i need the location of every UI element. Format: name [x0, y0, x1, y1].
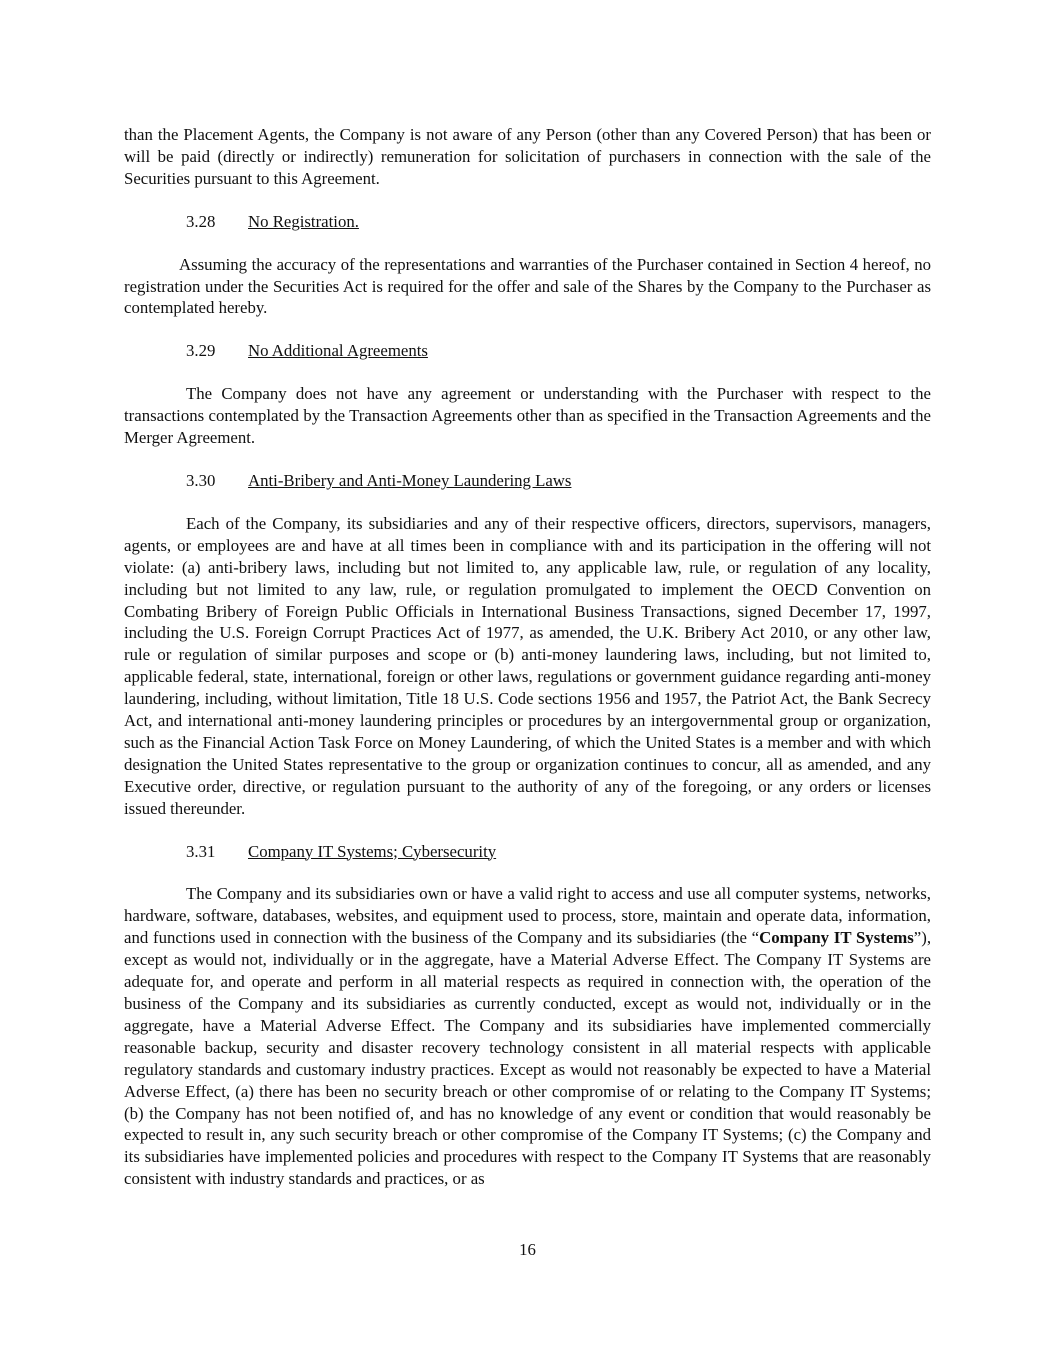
section-heading-3-28	[124, 211, 931, 233]
intro-paragraph: than the Placement Agents, the Company is not aware of any Person (other than any Covered Person) that has been or will be paid (directly or indirectly) remuneration for solicitation of purchasers in connection with the sale of the Securities pursuant to this Agreement.	[124, 125, 931, 188]
body-text-after-term: ”), except as would not, individually or in the aggregate, have a Material Adverse Effect. The Company IT Systems are adequate for, and operate and perform in all material respects as required in connection with, the operation of the business of the Company and its subsidiaries as currently conducted, except as would not, individually or in the aggregate, have a Material Adverse Effect. The Company and its subsidiaries have implemented commercially reasonable backup, security and disaster recovery technology consistent in all material respects with applicable regulatory standards and customary industry practices. Except as would not reasonably be expected to have a Material Adverse Effect, (a) there has been no security breach or other compromise of or relating to the Company IT Systems; (b) the Company has not been notified of, and has no knowledge of any event or condition that would reasonably be expected to result in, any such security breach or other compromise of the Company IT Systems; (c) the Company and its subsidiaries have implemented policies and procedures with respect to the Company IT Systems that are reasonably consistent with industry standards and practices, or as	[124, 928, 932, 1189]
section-heading-3-31	[124, 841, 931, 863]
defined-term: Company IT Systems	[759, 928, 914, 948]
section-number: 3.31	[186, 841, 216, 861]
section-body-3-30: Each of the Company, its subsidiaries and any of their respective officers, directors, supervisors, managers, agents, or employees are and have at all times been in compliance with and its participation in the offering will not violate: (a) anti-bribery laws, including but not limited to, any applicable law, rule, or regulation of any locality, including but not limited to any law, rule, or regulation promulgated to implement the OECD Convention on Combating Bribery of Foreign Public Officials in International Business Transactions, signed December 17, 1997, including the U.S. Foreign Corrupt Practices Act of 1977, as amended, the U.K. Bribery Act 2010, or any other law, rule or regulation of similar purposes and scope or (b) anti-money laundering laws, including, but not limited to, applicable federal, state, international, foreign or other laws, regulations or government guidance regarding anti-money laundering, including, without limitation, Title 18 U.S. Code sections 1956 and 1957, the Patriot Act, the Bank Secrecy Act, and international anti-money laundering principles or procedures by an intergovernmental group or organization, such as the Financial Action Task Force on Money Laundering, of which the United States is a member and with which designation the United States representative to the group or organization continues to concur, all as amended, and any Executive order, directive, or regulation pursuant to the authority of any of the foregoing, or any orders or licenses issued thereunder.	[124, 513, 931, 818]
section-title: Anti-Bribery and Anti-Money Laundering Laws	[248, 470, 572, 490]
section-number: 3.29	[186, 341, 216, 361]
document-page	[124, 124, 931, 1211]
section-body-3-31	[124, 883, 931, 1190]
section-title: No Registration.	[248, 211, 359, 231]
section-number: 3.28	[186, 211, 216, 231]
section-title: Company IT Systems; Cybersecurity	[248, 841, 497, 861]
body-text-before-term: The Company and its subsidiaries own or have a valid right to access and use all computer systems, networks, hardware, software, databases, websites, and equipment used to process, store, maintain and operate data, information, and functions used in connection with the business of the Company and its subsidiaries (the “	[124, 884, 931, 948]
section-number: 3.30	[186, 470, 216, 490]
section-body-3-28: Assuming the accuracy of the representations and warranties of the Purchaser contained in Section 4 hereof, no registration under the Securities Act is required for the offer and sale of the Shares by the Company to the Purchaser as contemplated hereby.	[124, 254, 931, 318]
section-body-3-29: The Company does not have any agreement or understanding with the Purchaser with respect to the transactions contemplated by the Transaction Agreements other than as specified in the Transaction Agreements and the Merger Agreement.	[124, 384, 931, 448]
section-title: No Additional Agreements	[248, 341, 428, 361]
section-heading-3-30	[124, 470, 931, 492]
page-number: 16	[519, 1240, 536, 1259]
section-heading-3-29	[124, 340, 931, 362]
